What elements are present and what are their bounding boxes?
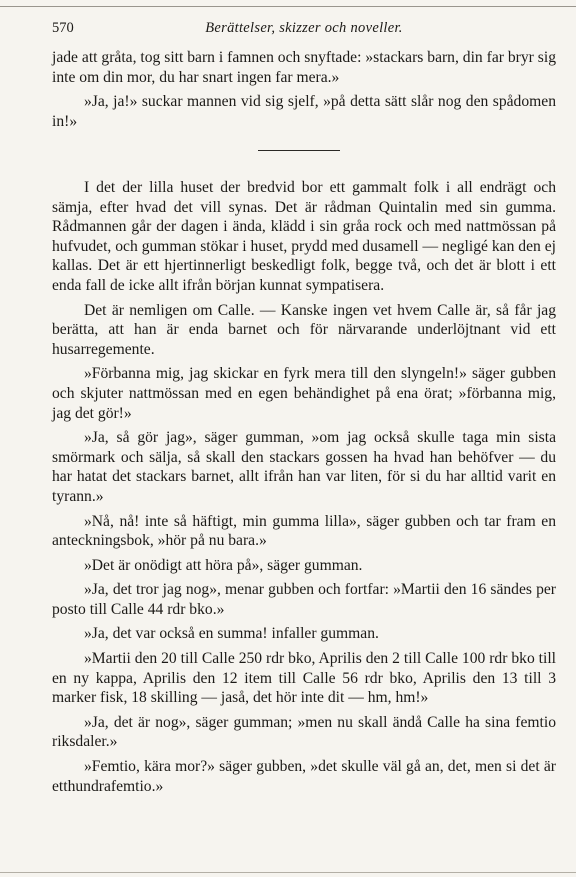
bottom-edge-rule [0, 872, 576, 873]
paragraph: »Ja, det är nog», säger gumman; »men nu skall ändå Calle ha sina femtio riksdaler.» [52, 713, 556, 751]
paragraph: »Förbanna mig, jag skickar en fyrk mera till den slyngeln!» säger gubben och skjuter nattmössan med en egen behändighet på ena örat; »förbanna mig, jag det gör!» [52, 365, 556, 422]
paragraph: I det der lilla huset der bredvid bor ett gammalt folk i all endrägt och sämja, efter hvad det vill synas. Det är rådman Quintalin med sin gumma. Rådmannen går der dagen i ända, klädd i sin gråa rock och med nattmössan på hufvudet, och gumman stökar i huset, prydd med dusamell — negligé kan den ej kallas. Det är ett hjertinnerligt beskedligt folk, begge två, och det är blott i ett enda fall de icke allt ifrån början kunnat sympatisera. [52, 179, 556, 294]
page-header [52, 20, 556, 40]
paragraph: jade att gråta, tog sitt barn i famnen och snyftade: »stackars barn, din far bryr sig inte om din mor, du har snart ingen far mera.» [52, 49, 556, 86]
paragraph: »Nå, nå! inte så häftigt, min gumma lilla», säger gubben och tar fram en anteckningsbok, »hör på nu bara.» [52, 512, 556, 550]
paragraph: »Ja, det var också en summa! infaller gumman. [84, 625, 379, 643]
paragraph: »Ja, ja!» suckar mannen vid sig sjelf, »på detta sätt slår nog den spådomen in!» [52, 93, 556, 130]
running-title: Berättelser, skizzer och noveller. [205, 20, 403, 36]
page-number: 570 [52, 20, 74, 36]
text-block-top [52, 48, 556, 131]
paragraph: »Det är onödigt att höra på», säger gumman. [84, 556, 363, 574]
text-block-main [52, 178, 556, 796]
paragraph: »Martii den 20 till Calle 250 rdr bko, Aprilis den 2 till Calle 100 rdr bko till en ny kappa, Aprilis den 12 item till Calle 56 rdr bko, Aprilis den 13 till 3 marker fisk, 18 skilling — jaså, det hör inte dit — hm, hm!» [52, 650, 556, 707]
section-divider [258, 150, 340, 151]
paragraph: »Femtio, kära mor?» säger gubben, »det skulle väl gå an, det, men si det är etthundrafemtio.» [52, 758, 556, 795]
paragraph: »Ja, så gör jag», säger gumman, »om jag också skulle taga min sista smörmark och sälja, så skall den stackars gossen ha hvad han behöfver — du har hatat det stackars barnet, allt ifrån han var liten, för si du har alltid varit en tyrann.» [52, 429, 556, 505]
top-edge-rule [0, 6, 576, 7]
paragraph: Det är nemligen om Calle. — Kanske ingen vet hvem Calle är, så får jag berätta, att han är enda barnet och för närvarande underlöjtnant vid ett husarregemente. [52, 301, 556, 358]
paragraph: »Ja, det tror jag nog», menar gubben och fortfar: »Martii den 16 sändes per posto till Calle 44 rdr bko.» [52, 581, 556, 618]
